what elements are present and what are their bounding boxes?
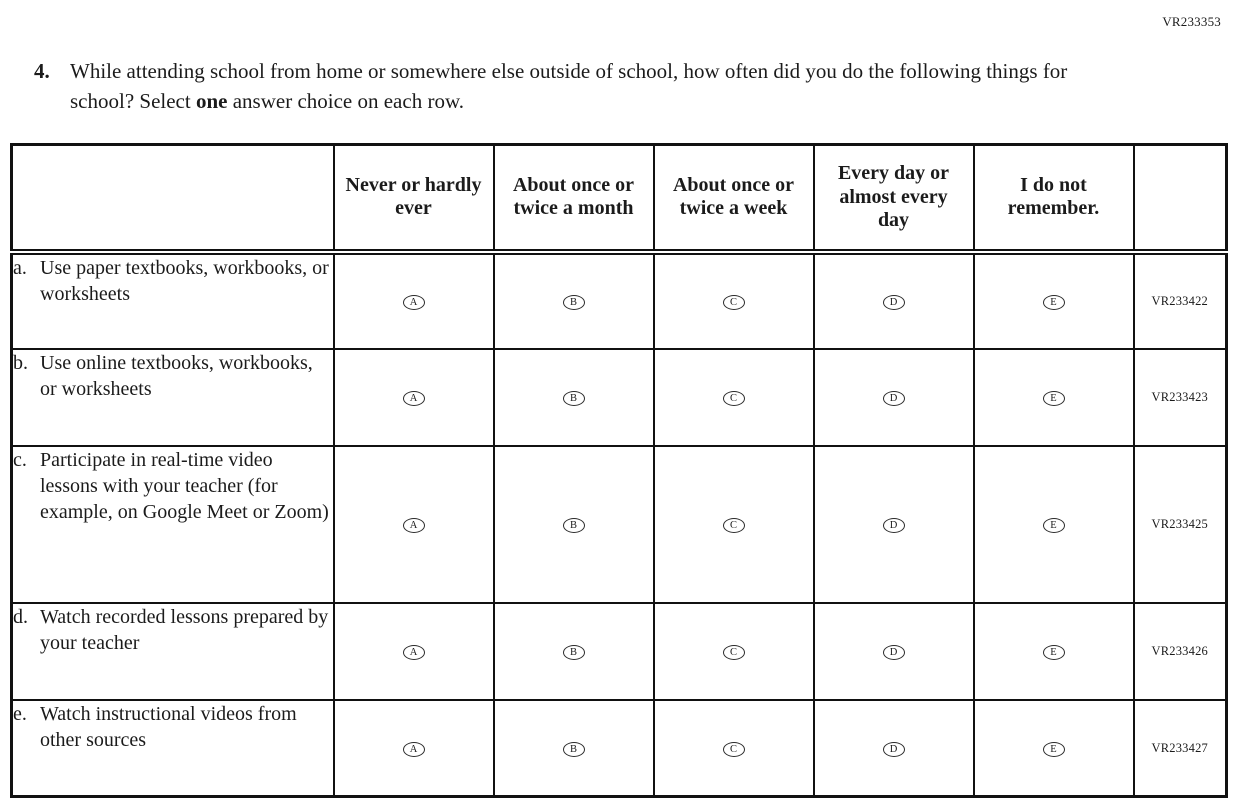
row-label: Watch recorded lessons prepared by your teacher xyxy=(40,605,329,654)
option-cell xyxy=(654,700,814,797)
row-code: VR233422 xyxy=(1134,252,1227,349)
answer-bubble-d[interactable]: D xyxy=(883,295,905,310)
answer-bubble-b[interactable]: B xyxy=(563,518,585,533)
answer-bubble-c[interactable]: C xyxy=(723,295,745,310)
answer-bubble-c[interactable]: C xyxy=(723,645,745,660)
row-label: Participate in real-time video lessons with your teacher (for example, on Google Meet or Zoom) xyxy=(40,448,329,523)
option-cell xyxy=(334,252,494,349)
table-row-b xyxy=(12,349,1227,446)
answer-bubble-c[interactable]: C xyxy=(723,742,745,757)
row-letter: d. xyxy=(13,605,28,628)
row-code: VR233426 xyxy=(1134,603,1227,700)
row-item-c xyxy=(12,446,334,603)
answer-bubble-c[interactable]: C xyxy=(723,518,745,533)
answer-bubble-c[interactable]: C xyxy=(723,391,745,406)
column-header-not-remember: I do not remember. xyxy=(974,144,1134,252)
question-text-end: answer choice on each row. xyxy=(227,89,464,114)
question-text-start: While attending school from home or somewhere else outside of school, how often did you do the following things for school? Select xyxy=(70,59,1068,114)
answer-bubble-a[interactable]: A xyxy=(403,295,425,310)
row-label: Watch instructional videos from other sources xyxy=(40,702,297,751)
row-letter: c. xyxy=(13,448,27,471)
row-letter: b. xyxy=(13,351,28,374)
page-code: VR233353 xyxy=(1162,14,1221,29)
row-item-b xyxy=(12,349,334,446)
question-text xyxy=(70,56,1090,117)
answer-bubble-d[interactable]: D xyxy=(883,645,905,660)
header-row xyxy=(12,144,1227,252)
survey-table xyxy=(10,143,1228,799)
option-cell xyxy=(654,603,814,700)
question-number: 4. xyxy=(34,59,50,83)
option-cell xyxy=(814,700,974,797)
answer-bubble-e[interactable]: E xyxy=(1043,391,1065,406)
row-letter: e. xyxy=(13,702,27,725)
answer-bubble-e[interactable]: E xyxy=(1043,742,1065,757)
answer-bubble-e[interactable]: E xyxy=(1043,295,1065,310)
question xyxy=(34,56,1237,117)
option-cell xyxy=(334,700,494,797)
stub-header xyxy=(12,144,334,252)
answer-bubble-b[interactable]: B xyxy=(563,295,585,310)
question-text-bold: one xyxy=(195,89,228,114)
option-cell xyxy=(494,349,654,446)
answer-bubble-d[interactable]: D xyxy=(883,518,905,533)
option-cell xyxy=(494,603,654,700)
option-cell xyxy=(494,252,654,349)
option-cell xyxy=(814,349,974,446)
option-cell xyxy=(654,252,814,349)
table-row-c xyxy=(12,446,1227,603)
option-cell xyxy=(974,446,1134,603)
answer-bubble-b[interactable]: B xyxy=(563,742,585,757)
row-item-a xyxy=(12,252,334,349)
answer-bubble-a[interactable]: A xyxy=(403,742,425,757)
option-cell xyxy=(494,700,654,797)
table-row-e xyxy=(12,700,1227,797)
row-code: VR233427 xyxy=(1134,700,1227,797)
column-header-everyday: Every day or almost every day xyxy=(814,144,974,252)
row-code: VR233423 xyxy=(1134,349,1227,446)
answer-bubble-b[interactable]: B xyxy=(563,391,585,406)
column-header-never: Never or hardly ever xyxy=(334,144,494,252)
option-cell xyxy=(814,252,974,349)
option-cell xyxy=(974,603,1134,700)
row-item-e xyxy=(12,700,334,797)
answer-bubble-e[interactable]: E xyxy=(1043,645,1065,660)
option-cell xyxy=(814,603,974,700)
answer-bubble-a[interactable]: A xyxy=(403,518,425,533)
column-header-month: About once or twice a month xyxy=(494,144,654,252)
option-cell xyxy=(334,446,494,603)
option-cell xyxy=(654,349,814,446)
row-code: VR233425 xyxy=(1134,446,1227,603)
code-column-header xyxy=(1134,144,1227,252)
answer-bubble-a[interactable]: A xyxy=(403,645,425,660)
answer-bubble-d[interactable]: D xyxy=(883,391,905,406)
answer-bubble-e[interactable]: E xyxy=(1043,518,1065,533)
row-letter: a. xyxy=(13,256,27,279)
option-cell xyxy=(654,446,814,603)
table-row-d xyxy=(12,603,1227,700)
row-label: Use paper textbooks, workbooks, or worksheets xyxy=(40,256,329,305)
option-cell xyxy=(334,349,494,446)
answer-bubble-d[interactable]: D xyxy=(883,742,905,757)
row-item-d xyxy=(12,603,334,700)
option-cell xyxy=(974,349,1134,446)
table-row-a xyxy=(12,252,1227,349)
option-cell xyxy=(334,603,494,700)
answer-bubble-a[interactable]: A xyxy=(403,391,425,406)
option-cell xyxy=(974,700,1134,797)
option-cell xyxy=(974,252,1134,349)
column-header-week: About once or twice a week xyxy=(654,144,814,252)
row-label: Use online textbooks, workbooks, or worksheets xyxy=(40,351,313,400)
option-cell xyxy=(814,446,974,603)
answer-bubble-b[interactable]: B xyxy=(563,645,585,660)
option-cell xyxy=(494,446,654,603)
